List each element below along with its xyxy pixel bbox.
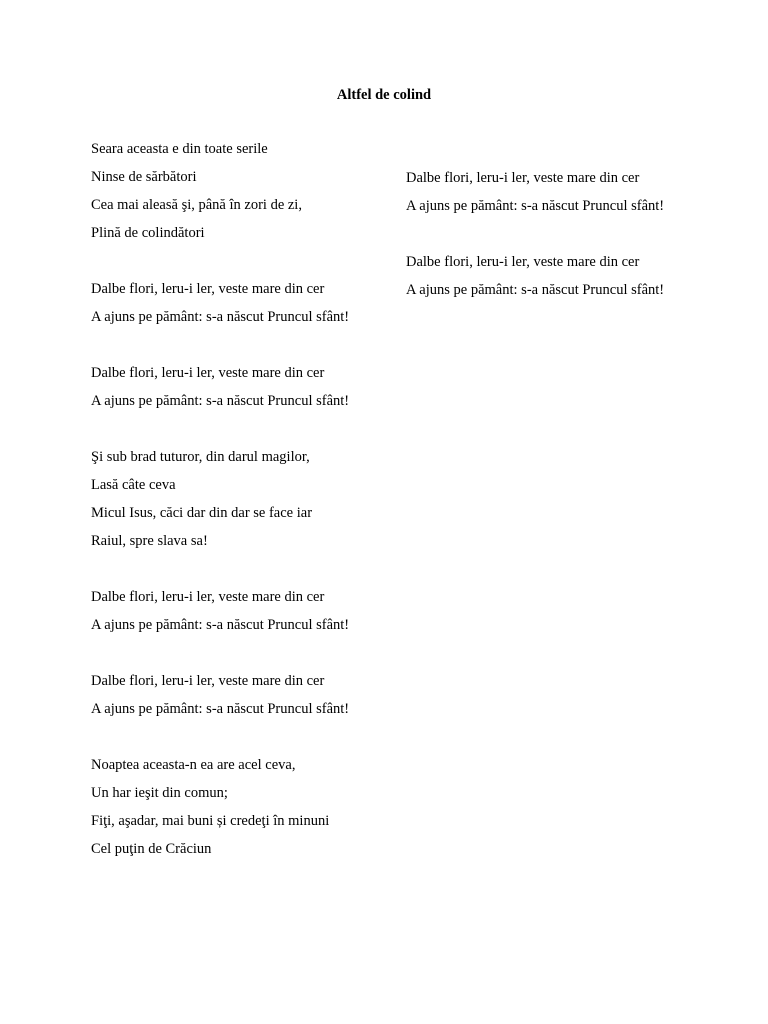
verse-stanza — [91, 448, 356, 550]
lyric-line: Dalbe flori, leru-i ler, veste mare din cer — [406, 254, 640, 270]
lyric-line: Un har ieşit din comun; — [91, 785, 228, 801]
lyric-line: Fiţi, aşadar, mai buni și credeţi în minuni — [91, 813, 330, 829]
lyric-line: Cea mai aleasă şi, până în zori de zi, — [91, 197, 302, 213]
stanza-gap — [91, 252, 356, 280]
refrain-stanza — [91, 672, 356, 718]
lyric-line: Cel puţin de Crăciun — [91, 841, 212, 857]
stanza-gap — [91, 420, 356, 448]
refrain-stanza — [91, 280, 356, 326]
lyric-line: A ajuns pe pământ: s-a născut Pruncul sfânt! — [91, 309, 350, 325]
lyric-line: Seara aceasta e din toate serile — [91, 141, 268, 157]
lyric-line: Dalbe flori, leru-i ler, veste mare din cer — [406, 170, 640, 186]
lyric-line: A ajuns pe pământ: s-a născut Pruncul sfânt! — [91, 617, 350, 633]
refrain-stanza — [91, 588, 356, 634]
stanza-gap — [91, 336, 356, 364]
verse-stanza — [91, 756, 356, 858]
stanza-gap — [91, 644, 356, 672]
refrain-stanza — [91, 364, 356, 410]
lyric-line: A ajuns pe pământ: s-a născut Pruncul sfânt! — [91, 393, 350, 409]
lyric-line: Noaptea aceasta-n ea are acel ceva, — [91, 757, 296, 773]
right-column — [406, 169, 676, 309]
left-column — [91, 140, 356, 868]
refrain-stanza — [406, 253, 676, 299]
lyric-line: Micul Isus, căci dar din dar se face iar — [91, 505, 313, 521]
lyric-line: Ninse de sărbători — [91, 169, 197, 185]
lyric-line: Lasă câte ceva — [91, 477, 176, 493]
lyric-line: Plină de colindători — [91, 225, 205, 241]
stanza-gap — [406, 225, 676, 253]
verse-stanza — [91, 140, 356, 242]
lyric-line: Dalbe flori, leru-i ler, veste mare din cer — [91, 365, 325, 381]
lyric-line: A ajuns pe pământ: s-a născut Pruncul sfânt! — [406, 282, 665, 298]
lyric-line: Raiul, spre slava sa! — [91, 533, 208, 549]
lyric-line: Dalbe flori, leru-i ler, veste mare din cer — [91, 673, 325, 689]
stanza-gap — [91, 728, 356, 756]
lyric-line: Şi sub brad tuturor, din darul magilor, — [91, 449, 310, 465]
lyric-line: A ajuns pe pământ: s-a născut Pruncul sfânt! — [406, 198, 665, 214]
stanza-gap — [91, 560, 356, 588]
lyric-line: Dalbe flori, leru-i ler, veste mare din cer — [91, 589, 325, 605]
refrain-stanza — [406, 169, 676, 215]
document-title: Altfel de colind — [336, 87, 432, 103]
lyric-line: Dalbe flori, leru-i ler, veste mare din cer — [91, 281, 325, 297]
lyric-line: A ajuns pe pământ: s-a născut Pruncul sfânt! — [91, 701, 350, 717]
